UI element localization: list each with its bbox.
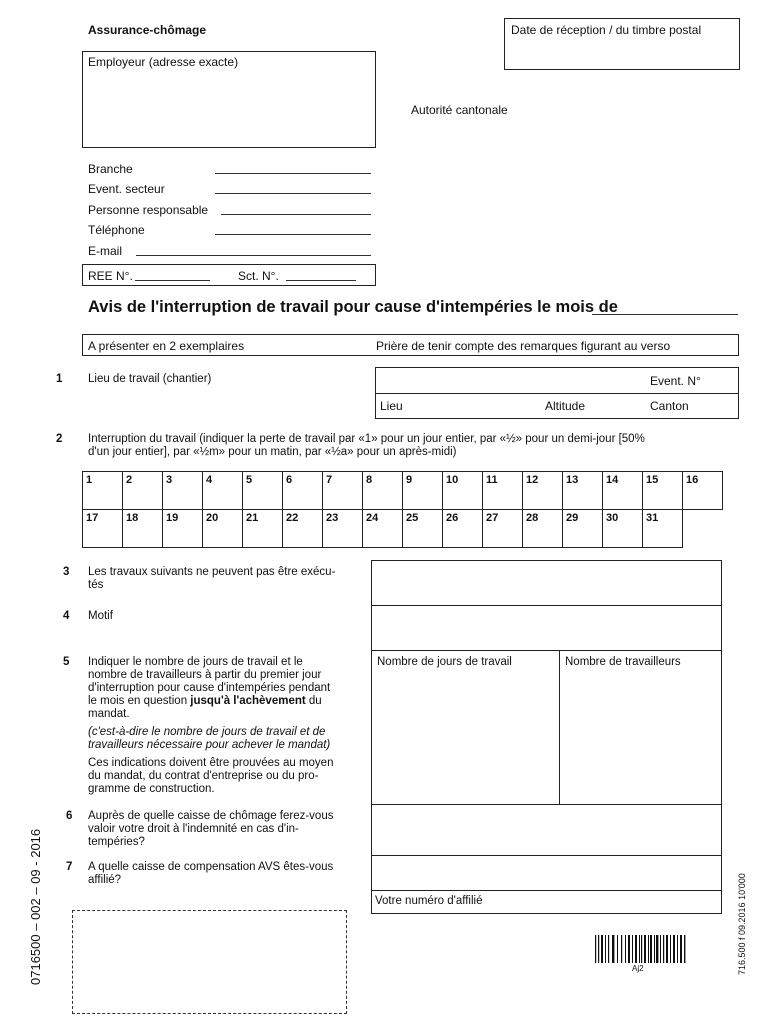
month-line[interactable]: [592, 314, 738, 315]
day-cell[interactable]: 19: [163, 510, 203, 548]
section-7-text: [88, 861, 333, 887]
day-cell[interactable]: 5: [243, 472, 283, 510]
s5-p1-l4c: du: [308, 695, 322, 707]
s5-p1-l4b: jusqu'à l'achèvement: [190, 695, 306, 707]
workdays-answer-box[interactable]: [371, 650, 560, 805]
phone-field[interactable]: [88, 223, 145, 239]
day-cell[interactable]: 4: [203, 472, 243, 510]
altitude-label: Altitude: [545, 399, 586, 413]
s5-p3-l3: gramme de construction.: [88, 783, 215, 795]
place-label: Lieu: [380, 399, 403, 413]
s5-p1-l4: [88, 695, 368, 708]
edition-vertical: 716.500 f 09.2016 10'000: [737, 873, 747, 975]
day-cell[interactable]: 8: [363, 472, 403, 510]
day-cell[interactable]: 31: [643, 510, 683, 548]
s5-p1-l1: Indiquer le nombre de jours de travail et le: [88, 656, 303, 668]
day-cell[interactable]: 22: [283, 510, 323, 548]
day-cell[interactable]: 29: [563, 510, 603, 548]
works-answer-box[interactable]: [371, 560, 722, 606]
cantonal-authority-label: Autorité cantonale: [411, 103, 508, 117]
empty-cell: [683, 510, 723, 548]
s5-p1-l3: d'interruption pour cause d'intempéries pendant: [88, 682, 331, 694]
day-cell[interactable]: 1: [83, 472, 123, 510]
s5-p1-l4a: le mois en question: [88, 695, 188, 707]
s6-line1: Auprès de quelle caisse de chômage ferez-vous: [88, 810, 334, 822]
section-4-number: 4: [63, 610, 70, 622]
day-cell[interactable]: 24: [363, 510, 403, 548]
days-row-1: [83, 472, 723, 510]
barcode-label: Aj2: [632, 964, 644, 973]
notice-remarks: Prière de tenir compte des remarques figurant au verso: [376, 339, 671, 353]
day-cell[interactable]: 18: [123, 510, 163, 548]
s5-p1-l2: nombre de travailleurs à partir du premier jour: [88, 669, 322, 681]
branch-field[interactable]: [88, 162, 133, 178]
section-1-label: Lieu de travail (chantier): [88, 373, 212, 385]
reception-date-box[interactable]: [504, 18, 740, 70]
day-cell[interactable]: 30: [603, 510, 643, 548]
section-6-number: 6: [66, 810, 73, 822]
section-2-line1: Interruption du travail (indiquer la perte de travail par «1» pour un jour entier, par «½» pour un demi-jour [50%: [88, 433, 645, 445]
email-field[interactable]: [88, 244, 122, 260]
section-2-number: 2: [56, 433, 63, 445]
day-cell[interactable]: 10: [443, 472, 483, 510]
s7-line1: A quelle caisse de compensation AVS êtes-vous: [88, 861, 334, 873]
main-title: Avis de l'interruption de travail pour cause d'intempéries le mois de: [88, 298, 618, 316]
form-header-title: Assurance-chômage: [88, 23, 207, 37]
day-cell[interactable]: 7: [323, 472, 363, 510]
affiliate-number-box[interactable]: [371, 890, 722, 914]
day-cell[interactable]: 28: [523, 510, 563, 548]
days-row-2: [83, 510, 723, 548]
barcode: [595, 935, 687, 963]
form-code-vertical: 0716500 – 002 – 09 - 2016: [28, 828, 43, 985]
section-5-text: [88, 656, 368, 796]
section-7-number: 7: [66, 861, 73, 873]
day-cell[interactable]: 12: [523, 472, 563, 510]
section-4-label: Motif: [88, 610, 113, 622]
day-cell[interactable]: 21: [243, 510, 283, 548]
section-1-number: 1: [56, 373, 63, 385]
event-no-label: Event. N°: [650, 374, 701, 388]
canton-label: Canton: [650, 399, 689, 413]
workers-answer-box[interactable]: [559, 650, 722, 805]
s5-p1-l5: mandat.: [88, 708, 130, 720]
stamp-area[interactable]: [72, 910, 347, 1014]
ree-sct-box[interactable]: [82, 264, 376, 286]
branch-line: [215, 173, 371, 174]
unemployment-fund-box[interactable]: [371, 804, 722, 856]
day-cell[interactable]: 20: [203, 510, 243, 548]
s5-p3-l2: du mandat, du contrat d'entreprise ou du pro-: [88, 770, 319, 782]
ree-line: [135, 280, 210, 281]
workplace-divider: [376, 393, 738, 394]
avs-fund-box[interactable]: [371, 855, 722, 891]
day-cell[interactable]: 11: [483, 472, 523, 510]
reception-date-label: Date de réception / du timbre postal: [511, 23, 702, 37]
days-table: [82, 471, 723, 548]
responsible-line: [221, 214, 371, 215]
responsible-label: Personne responsable: [88, 203, 209, 217]
s6-line2: valoir votre droit à l'indemnité en cas d'in-: [88, 823, 299, 835]
section-3-number: 3: [63, 566, 70, 578]
day-cell[interactable]: 17: [83, 510, 123, 548]
notice-box: [82, 334, 739, 356]
day-cell[interactable]: 2: [123, 472, 163, 510]
employer-address-box[interactable]: [82, 51, 376, 148]
affiliate-number-label: Votre numéro d'affilié: [375, 895, 483, 907]
reason-answer-box[interactable]: [371, 605, 722, 651]
s5-p3-l1: Ces indications doivent être prouvées au moyen: [88, 757, 334, 769]
sector-label: Event. secteur: [88, 182, 165, 196]
section-2-line2: d'un jour entier], par «½m» pour un matin, par «½a» pour un après-midi): [88, 446, 457, 458]
day-cell[interactable]: 14: [603, 472, 643, 510]
email-label: E-mail: [88, 244, 123, 258]
workplace-box[interactable]: [375, 367, 739, 419]
day-cell[interactable]: 15: [643, 472, 683, 510]
section-6-text: [88, 810, 333, 849]
workdays-column-label: Nombre de jours de travail: [377, 656, 512, 668]
day-cell[interactable]: 25: [403, 510, 443, 548]
section-3-line1: Les travaux suivants ne peuvent pas être exécu-: [88, 566, 336, 578]
branch-label: Branche: [88, 162, 133, 176]
section-3-line2: tés: [88, 579, 104, 591]
workers-column-label: Nombre de travailleurs: [565, 656, 681, 668]
email-line: [136, 255, 371, 256]
sector-line: [215, 193, 371, 194]
s7-line2: affilié?: [88, 874, 122, 886]
section-5-number: 5: [63, 656, 70, 668]
phone-label: Téléphone: [88, 223, 145, 237]
day-cell[interactable]: 13: [563, 472, 603, 510]
day-cell[interactable]: 6: [283, 472, 323, 510]
s6-line3: tempéries?: [88, 836, 145, 848]
day-cell[interactable]: 23: [323, 510, 363, 548]
sct-label: Sct. N°.: [238, 269, 279, 283]
s5-p2-l2: travailleurs nécessaire pour achever le mandat): [88, 739, 331, 751]
day-cell[interactable]: 26: [443, 510, 483, 548]
notice-copies: A présenter en 2 exemplaires: [88, 339, 245, 353]
sct-line: [286, 280, 356, 281]
ree-label: REE N°.: [88, 269, 133, 283]
responsible-field[interactable]: [88, 203, 208, 219]
day-cell[interactable]: 16: [683, 472, 723, 510]
sector-field[interactable]: [88, 182, 165, 198]
day-cell[interactable]: 27: [483, 510, 523, 548]
employer-address-label: Employeur (adresse exacte): [88, 55, 239, 69]
day-cell[interactable]: 9: [403, 472, 443, 510]
day-cell[interactable]: 3: [163, 472, 203, 510]
phone-line: [215, 234, 371, 235]
barcode-icon: [595, 935, 687, 963]
s5-p2-l1: (c'est-à-dire le nombre de jours de travail et de: [88, 726, 326, 738]
